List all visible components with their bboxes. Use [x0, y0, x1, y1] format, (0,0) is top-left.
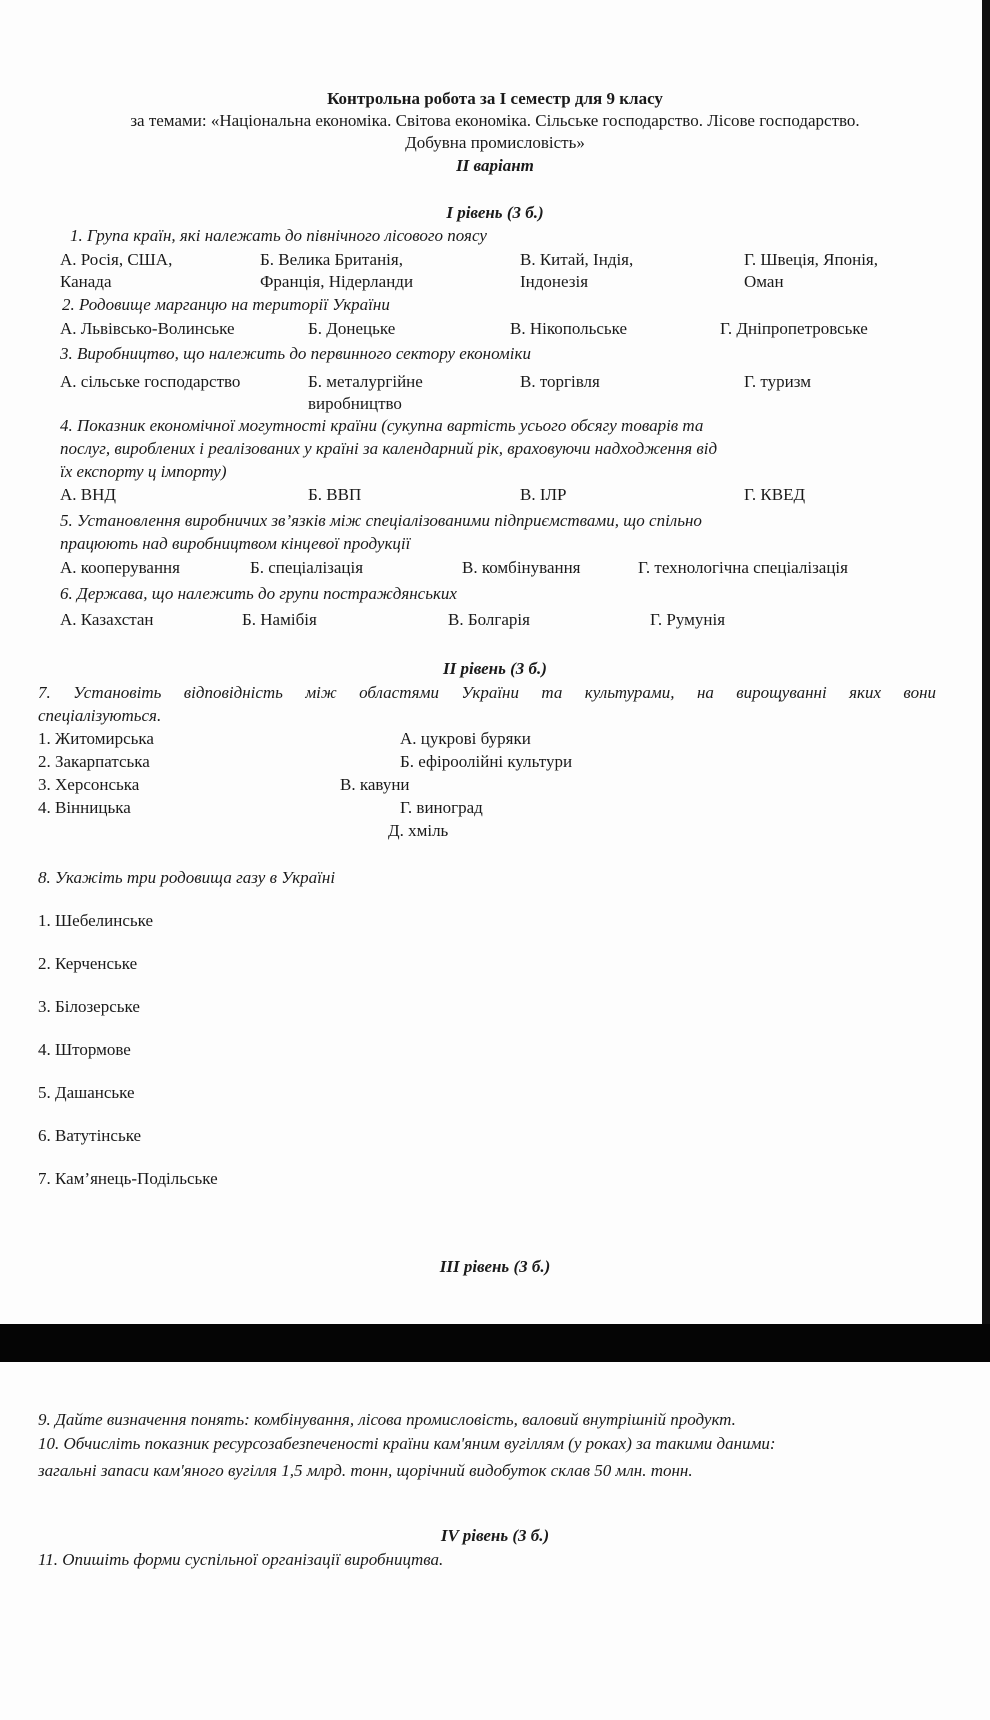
q11-text: 11. Опишіть форми суспільної організації виробництва. [38, 1550, 444, 1569]
q3-option-g: Г. туризм [744, 372, 811, 391]
q8-option-4: 4. Штормове [38, 1040, 131, 1059]
q3-option-b-line2: виробництво [308, 394, 402, 413]
q1-option-a-line2: Канада [60, 272, 112, 291]
doc-topics-line1: за темами: «Національна економіка. Світова економіка. Сільське господарство. Лісове господарство. [130, 111, 860, 130]
q4-line1: 4. Показник економічної могутності країни (сукупна вартість усього обсягу товарів та [60, 416, 704, 435]
q4-option-b: Б. ВВП [308, 485, 362, 504]
q8-option-3: 3. Білозерське [38, 997, 140, 1016]
q5-option-g: Г. технологічна спеціалізація [638, 558, 848, 577]
level3-title: ІІІ рівень (3 б.) [439, 1257, 551, 1276]
q5-option-a: А. кооперування [60, 558, 180, 577]
q7-line2: спеціалізуються. [38, 706, 162, 725]
q3-option-a: А. сільське господарство [60, 372, 241, 391]
q2-option-v: В. Нікопольське [510, 319, 628, 338]
q8-option-2: 2. Керченське [38, 954, 138, 973]
q9-text: 9. Дайте визначення понять: комбінування, лісова промисловість, валовий внутрішній продукт. [38, 1410, 736, 1429]
q8-option-6: 6. Ватутінське [38, 1126, 142, 1145]
q7-region-3: 3. Херсонська [38, 775, 140, 794]
q1-option-b-line1: Б. Велика Британія, [260, 250, 403, 269]
q6-option-v: В. Болгарія [448, 610, 530, 629]
q8-option-7: 7. Кам’янець-Подільське [38, 1169, 218, 1188]
q4-line3: їх експорту ц імпорту) [60, 462, 227, 481]
q3-text: 3. Виробництво, що належить до первинного сектору економіки [60, 344, 531, 363]
q5-option-v: В. комбінування [462, 558, 581, 577]
level1-title: І рівень (3 б.) [446, 203, 544, 222]
q7-crop-d: Д. хміль [388, 821, 449, 840]
q5-line2: працюють над виробництвом кінцевої продукції [60, 534, 411, 553]
q6-option-g: Г. Румунія [650, 610, 726, 629]
q7-crop-a: А. цукрові буряки [400, 729, 531, 748]
q3-option-v: В. торгівля [520, 372, 600, 391]
q7-line1 [38, 682, 936, 704]
q7-crop-g: Г. виноград [400, 798, 483, 817]
q6-option-b: Б. Намібія [242, 610, 317, 629]
q2-option-b: Б. Донецьке [308, 319, 396, 338]
q4-option-a: А. ВНД [60, 485, 116, 504]
q10-line2: загальні запаси кам'яного вугілля 1,5 млрд. тонн, щорічний видобуток склав 50 млн. тонн. [38, 1461, 693, 1480]
level2-title: ІІ рівень (3 б.) [443, 659, 547, 678]
q1-option-a-line1: А. Росія, США, [60, 250, 173, 269]
q2-option-g: Г. Дніпропетровське [720, 319, 868, 338]
q1-option-v-line2: Індонезія [520, 272, 589, 291]
q3-option-b-line1: Б. металургійне [308, 372, 423, 391]
level4-title: IV рівень (3 б.) [440, 1526, 550, 1545]
variant-label: II варіант [456, 156, 534, 175]
q5-line1: 5. Установлення виробничих зв’язків між спеціалізованими підприємствами, що спільно [60, 511, 702, 530]
q7-crop-v: В. кавуни [340, 775, 410, 794]
q10-line1: 10. Обчисліть показник ресурсозабезпеченості країни кам'яним вугіллям (у роках) за такими даними: [38, 1434, 776, 1453]
q7-region-2: 2. Закарпатська [38, 752, 150, 771]
q8-option-5: 5. Дашанське [38, 1083, 135, 1102]
q1-option-g-line2: Оман [744, 272, 784, 291]
q1-option-b-line2: Франція, Нідерланди [260, 272, 414, 291]
q1-text: 1. Група країн, які належать до північного лісового поясу [70, 226, 487, 245]
q1-option-g-line1: Г. Швеція, Японія, [744, 250, 878, 269]
q4-line2: послуг, вироблених і реалізованих у країні за календарний рік, враховуючи надходження від [60, 439, 718, 458]
q1-option-v-line1: В. Китай, Індія, [520, 250, 634, 269]
q7-region-1: 1. Житомирська [38, 729, 154, 748]
q6-text: 6. Держава, що належить до групи постраждянських [60, 584, 457, 603]
q7-line1-text: 7. Установіть відповідність між областями України та культурами, на вирощуванні яких вони [38, 683, 936, 702]
black-band [0, 1324, 990, 1362]
doc-title: Контрольна робота за I семестр для 9 класу [327, 89, 663, 108]
q5-option-b: Б. спеціалізація [250, 558, 364, 577]
q4-option-v: В. ІЛР [520, 485, 567, 504]
q2-option-a: А. Львівсько-Волинське [60, 319, 235, 338]
q7-crop-b: Б. ефіроолійні культури [400, 752, 573, 771]
doc-topics-line2: Добувна промисловість» [405, 133, 585, 152]
q7-region-4: 4. Вінницька [38, 798, 131, 817]
q6-option-a: А. Казахстан [60, 610, 154, 629]
q8-option-1: 1. Шебелинське [38, 911, 154, 930]
q8-text: 8. Укажіть три родовища газу в Україні [38, 868, 336, 887]
q2-text: 2. Родовище марганцю на території України [62, 295, 390, 314]
q4-option-g: Г. КВЕД [744, 485, 806, 504]
